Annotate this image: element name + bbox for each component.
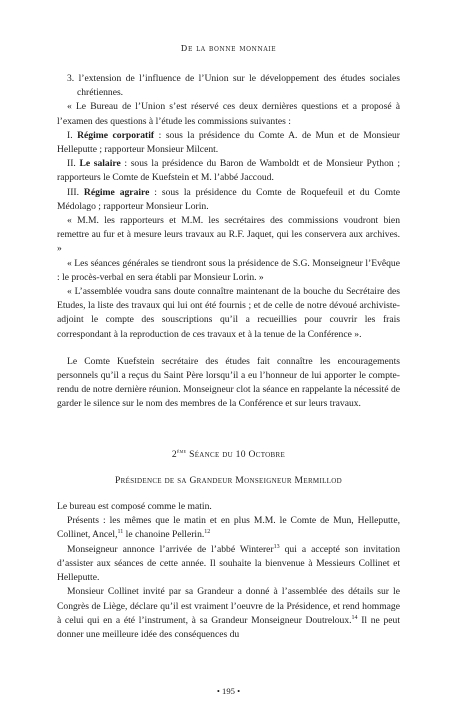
commission-title: Le salaire bbox=[79, 158, 121, 170]
commission-number: II. bbox=[67, 158, 80, 170]
spacer bbox=[57, 462, 400, 474]
commission-number: III. bbox=[67, 186, 84, 198]
commission-text: : sous la présidence du Comte A. de Mun et de Monsieur Helleputte ; rapporteur Monsieur Milcent. bbox=[57, 129, 400, 156]
paragraph-bureau: Le bureau est composé comme le matin. bbox=[57, 501, 212, 513]
spacer bbox=[57, 342, 400, 355]
paragraph-collinet bbox=[57, 585, 400, 642]
page-number: • 195 • bbox=[216, 686, 241, 696]
commission-corporatif bbox=[57, 129, 400, 157]
paragraph-kuefstein: Le Comte Kuefstein secrétaire des études fait connaître les encouragements personnels qu’il a reçus du Saint Père lorsqu’il a eu l’honneur de lui apporter le compte-rendu de notre dernière réunion. Monseigneur clot la séance en rappelante la nécessité de garder le silence sur le nom des membres de la Conférence et sur leurs travaux. bbox=[57, 355, 400, 410]
footnote-ref: 12 bbox=[204, 529, 211, 536]
collinet-text: Monsieur Collinet invité par sa Grandeur a donné à l’assemblée des détails sur le Congrès de Liège, déclare qu’il est vraiment l’oeuvre de la Présidence, et rend hommage à celui qui en a été l’instrument, à sa Grandeur Monseigneur Doutreloux. bbox=[57, 586, 400, 626]
footnote-ref: 13 bbox=[273, 543, 280, 550]
commission-title: Régime corporatif bbox=[77, 129, 155, 141]
paragraph-presents bbox=[57, 514, 400, 542]
commission-salaire bbox=[57, 157, 400, 185]
commission-text: : sous la présidence du Comte de Roquefeuil et du Comte Médolago ; rapporteur Monsieur Lorin. bbox=[57, 186, 400, 212]
session-ordinal-sup: ème bbox=[177, 448, 187, 455]
commission-number: I. bbox=[67, 129, 78, 141]
page-body bbox=[57, 72, 400, 642]
commission-title: Régime agraire bbox=[83, 186, 150, 198]
annonce-text: qui a accepté son invitation d’assister aux séances de cette année. Il souhaite la bienvenue à Messieurs Collinet et Helleputte. bbox=[57, 543, 400, 584]
paragraph-annonce bbox=[57, 543, 400, 586]
paragraph: « M.M. les rapporteurs et M.M. les secrétaires des commissions voudront bien remettre au fur et à mesure leurs travaux au R.F. Jaquet, qui les conservera aux archives. » bbox=[57, 215, 400, 255]
footnote-ref: 11 bbox=[117, 529, 124, 536]
commission-text: : sous la présidence du Baron de Wamboldt et de Monsieur Python ; rapporteurs le Comte de Kuefstein et M. l’abbé Jaccoud. bbox=[57, 158, 401, 184]
paragraph: « Le Bureau de l’Union s’est réservé ces deux dernières questions et a proposé à l’examen des questions à l’étude les commissions suivantes : bbox=[57, 101, 400, 127]
footnote-ref: 14 bbox=[351, 614, 358, 621]
annonce-text: Monseigneur annonce l’arrivée de l’abbé Winterer bbox=[67, 543, 274, 555]
presidence-heading: Présidence de sa Grandeur Monseigneur Mermillod bbox=[115, 474, 342, 486]
paragraph: 3. l’extension de l’influence de l’Union sur le développement des études sociales chrétiennes. bbox=[67, 73, 400, 99]
paragraph: « L’assemblée voudra sans doute connaître maintenant de la bouche du Secrétaire des Etudes, la liste des travaux qui lui ont été fournis ; et de celle de notre dévoué archiviste-adjoint le compte des souscriptions qu’il a recueillies pour couvrir les frais correspondant à la reproduction de ces travaux et à la tenue de la Conférence ». bbox=[57, 286, 400, 340]
spacer bbox=[57, 412, 400, 448]
running-head: De la bonne monnaie bbox=[180, 43, 277, 53]
session-ordinal: 2 bbox=[171, 448, 178, 460]
collinet-text: Il ne peut donner une meilleure idée des conséquences du bbox=[57, 614, 400, 640]
session-title-text: Séance du 10 Octobre bbox=[186, 448, 286, 460]
presents-text: le chanoine Pellerin. bbox=[123, 529, 205, 541]
session-title bbox=[57, 448, 400, 462]
commission-agraire bbox=[57, 186, 400, 214]
spacer bbox=[57, 488, 400, 500]
presents-text: Présents : les mêmes que le matin et en plus M.M. le Comte de Mun, Helleputte, Collinet, Ancel, bbox=[57, 515, 400, 541]
paragraph: « Les séances générales se tiendront sous la présidence de S.G. Monseigneur l’Evêque : le procès-verbal en sera établi par Monsieur Lorin. » bbox=[57, 257, 400, 283]
